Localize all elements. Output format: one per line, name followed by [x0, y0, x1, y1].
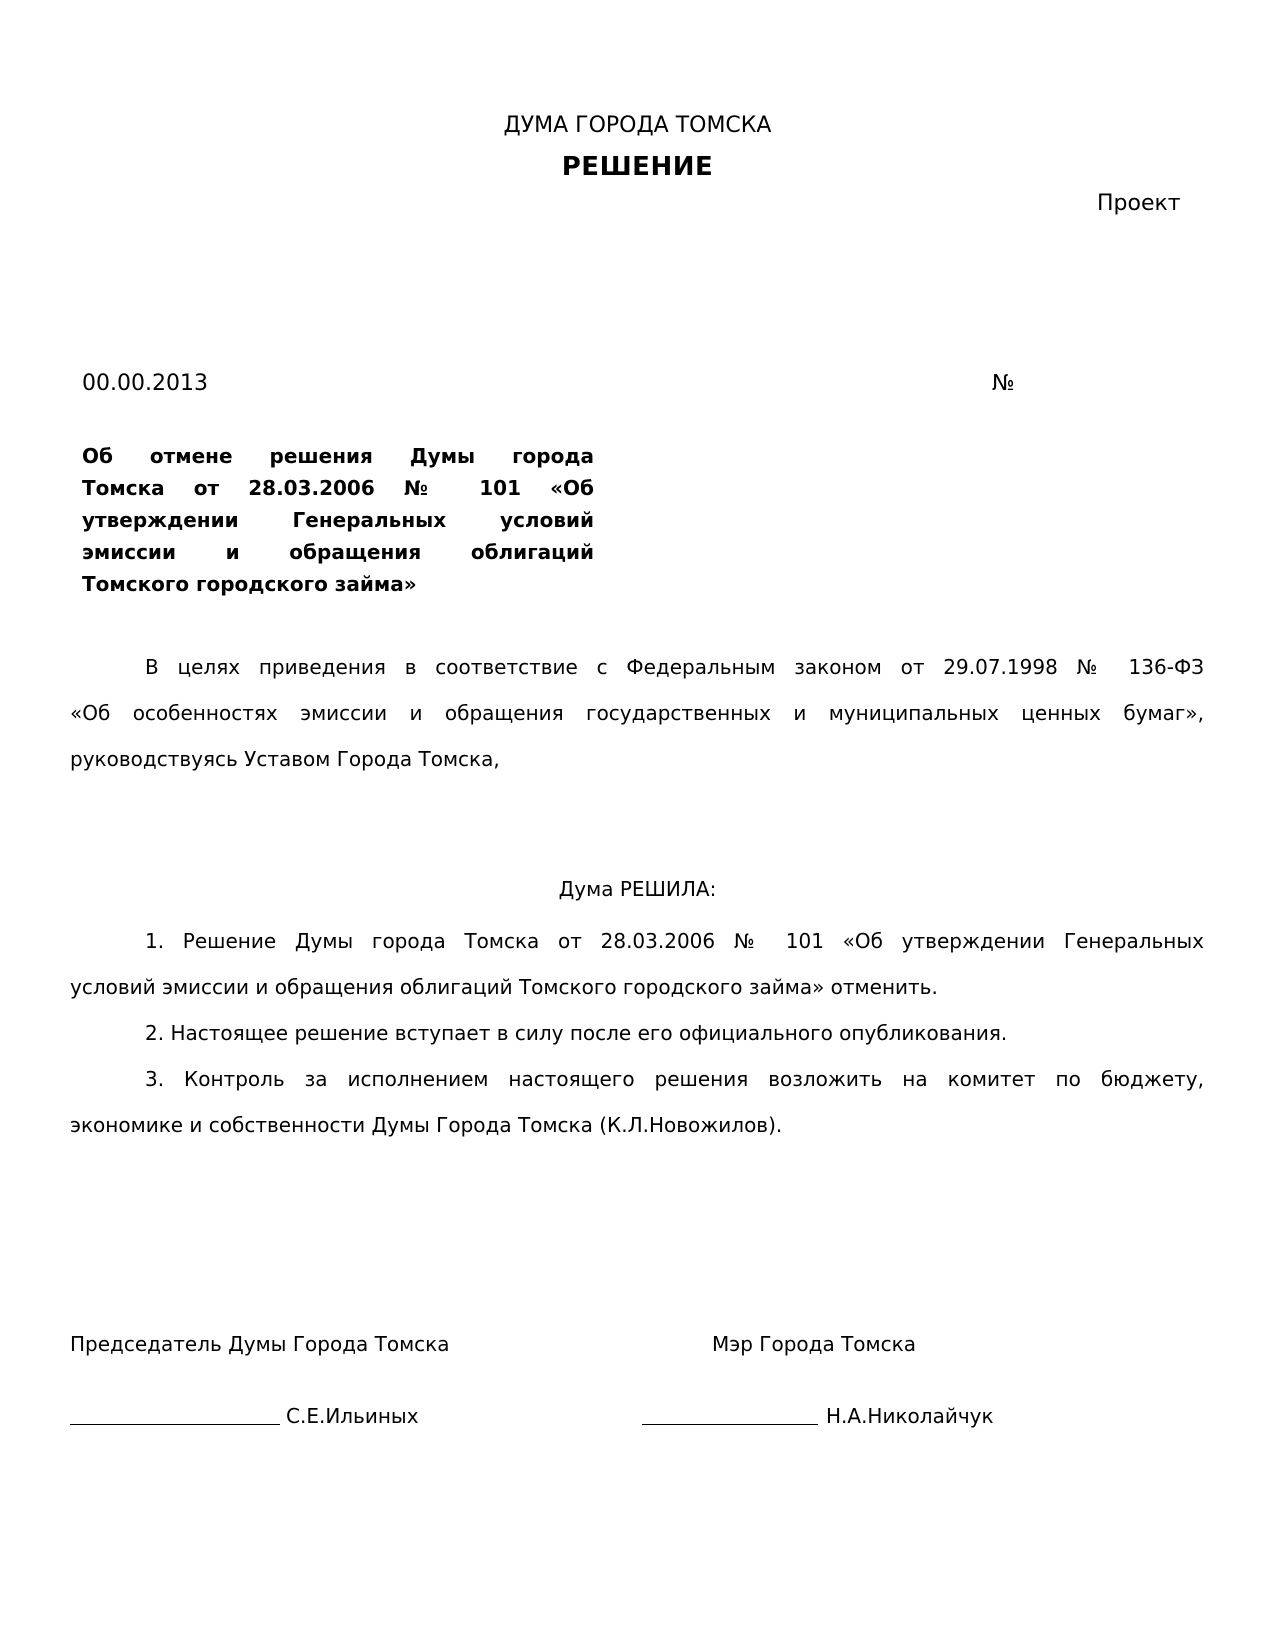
decision-item-2: [70, 1010, 1204, 1056]
chairman-signature-line: [70, 1424, 280, 1425]
mayor-signature-line: [642, 1424, 818, 1425]
item-line: 1. Решение Думы города Томска от 28.03.2006 № 101 «Об утверждении Генеральных: [145, 929, 1204, 953]
chairman-title: Председатель Думы Города Томска: [70, 1332, 450, 1356]
document-type-heading: РЕШЕНИЕ: [561, 152, 714, 182]
document-subject: [82, 440, 594, 600]
subject-line: утверждении Генеральных условий: [82, 508, 594, 532]
decision-item-3: [70, 1056, 1204, 1148]
decided-label: Дума РЕШИЛА:: [558, 877, 717, 901]
item-line: экономике и собственности Думы Города Томска (К.Л.Новожилов).: [70, 1113, 783, 1137]
subject-line: Томска от 28.03.2006 № 101 «Об: [82, 476, 594, 500]
preamble-line: руководствуясь Уставом Города Томска,: [70, 747, 500, 771]
preamble-line: В целях приведения в соответствие с Федеральным законом от 29.07.1998 № 136-ФЗ: [145, 655, 1204, 679]
item-line: условий эмиссии и обращения облигаций Томского городского займа» отменить.: [70, 975, 938, 999]
mayor-name: Н.А.Николайчук: [826, 1404, 994, 1428]
chairman-name: С.Е.Ильиных: [286, 1404, 419, 1428]
decision-item-1: [70, 918, 1204, 1010]
item-line: 2. Настоящее решение вступает в силу после его официального опубликования.: [145, 1021, 1008, 1045]
preamble-line: «Об особенностях эмиссии и обращения государственных и муниципальных ценных бумаг»,: [70, 701, 1204, 725]
draft-status-label: Проект: [1097, 191, 1181, 216]
document-date: 00.00.2013: [82, 371, 208, 396]
preamble-paragraph: [70, 644, 1204, 782]
subject-line: эмиссии и обращения облигаций: [82, 540, 594, 564]
mayor-title: Мэр Города Томска: [712, 1332, 916, 1356]
organization-title: ДУМА ГОРОДА ТОМСКА: [503, 113, 772, 138]
document-number-label: №: [992, 371, 1015, 396]
subject-line: Об отмене решения Думы города: [82, 444, 594, 468]
subject-line: Томского городского займа»: [82, 572, 417, 596]
item-line: 3. Контроль за исполнением настоящего решения возложить на комитет по бюджету,: [145, 1067, 1204, 1091]
